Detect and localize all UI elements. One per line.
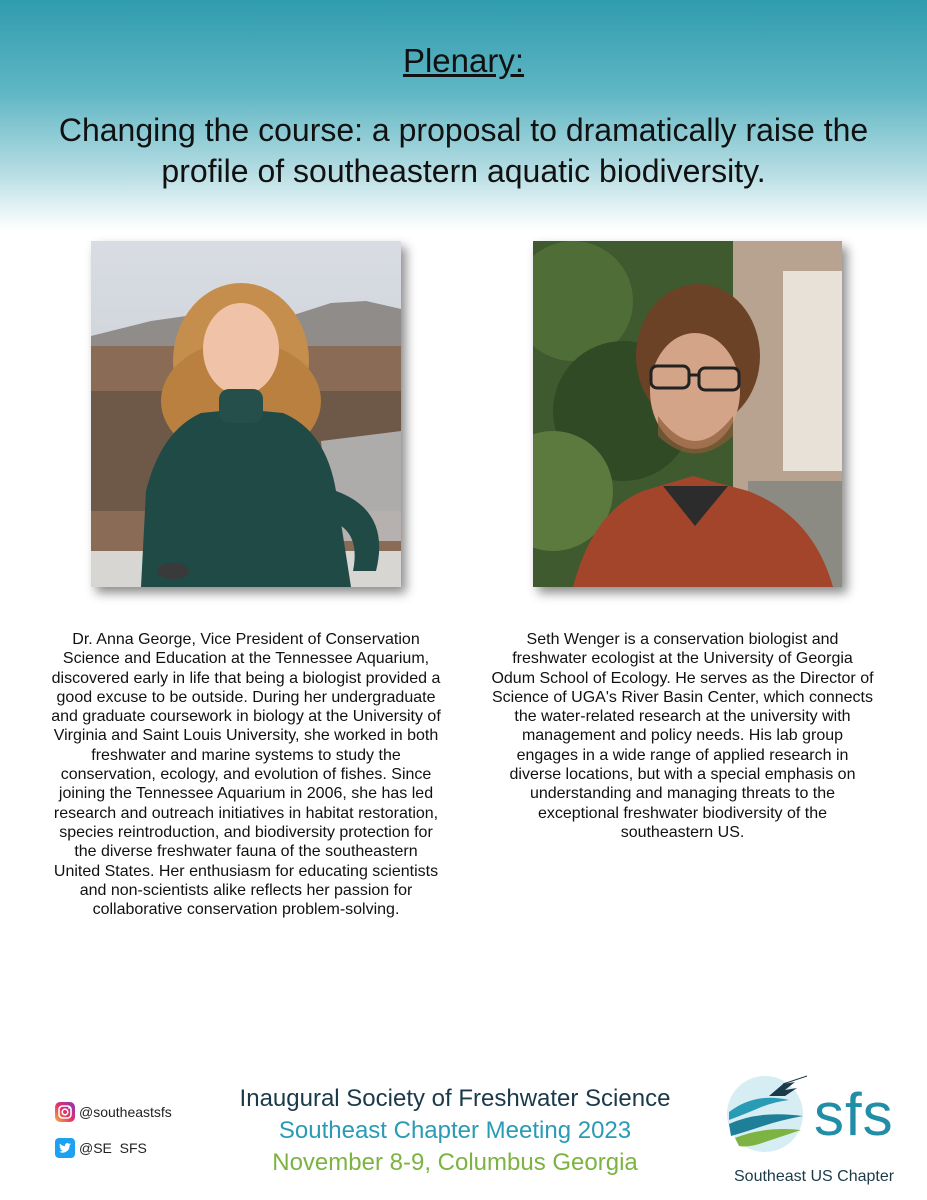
footer-meeting-date-location: November 8-9, Columbus Georgia [272,1149,638,1176]
footer-meeting-name: Southeast Chapter Meeting 2023 [278,1117,632,1144]
speaker-photo-seth-wenger [533,241,842,587]
bio-seth-wenger: Seth Wenger is a conservation biologist and freshwater ecologist at the University of Georgia Odum School of Ecology. He serves as the Director of Science of UGA's River Basin Center, which connects the water-related research at the university with management and policy needs. His lab group engages in a wide range of applied research in diverse locations, but with a special emphasis on understanding and managing threats to the exceptional freshwater biodiversity of the southeastern US. [491,631,874,841]
mayfly-wave-logo-icon [725,1074,809,1154]
twitter-link[interactable] [55,1138,147,1158]
footer-society-name: Inaugural Society of Freshwater Science [239,1085,671,1112]
instagram-link[interactable] [55,1102,172,1122]
speaker-photo-anna-george [91,241,401,587]
instagram-icon [55,1102,75,1122]
twitter-handle: @SE SFS [79,1140,147,1156]
logo-subtitle: Southeast US Chapter [734,1168,895,1185]
sfs-chapter-logo [722,1072,902,1190]
plenary-label: Plenary: [402,42,525,79]
talk-title: Changing the course: a proposal to dramatically raise the profile of southeastern aquatic biodiversity. [58,112,869,189]
bio-anna-george: Dr. Anna George, Vice President of Conservation Science and Education at the Tennessee Aquarium, discovered early in life that being a biologist provided a good excuse to be outside. During her undergraduate and graduate coursework in biology at the University of Virginia and Saint Louis University, she worked in both freshwater and marine systems to study the conservation, ecology, and evolution of fishes. Since joining the Tennessee Aquarium in 2006, she has led research and outreach initiatives in habitat restoration, species reintroduction, and biodiversity protection for the diverse freshwater fauna of the southeastern United States. Her enthusiasm for educating scientists and non-scientists alike reflects her passion for collaborative conservation problem-solving. [51,631,441,919]
instagram-handle: @southeastsfs [79,1104,172,1120]
twitter-icon [55,1138,75,1158]
logo-wordmark: sfs [814,1081,894,1148]
